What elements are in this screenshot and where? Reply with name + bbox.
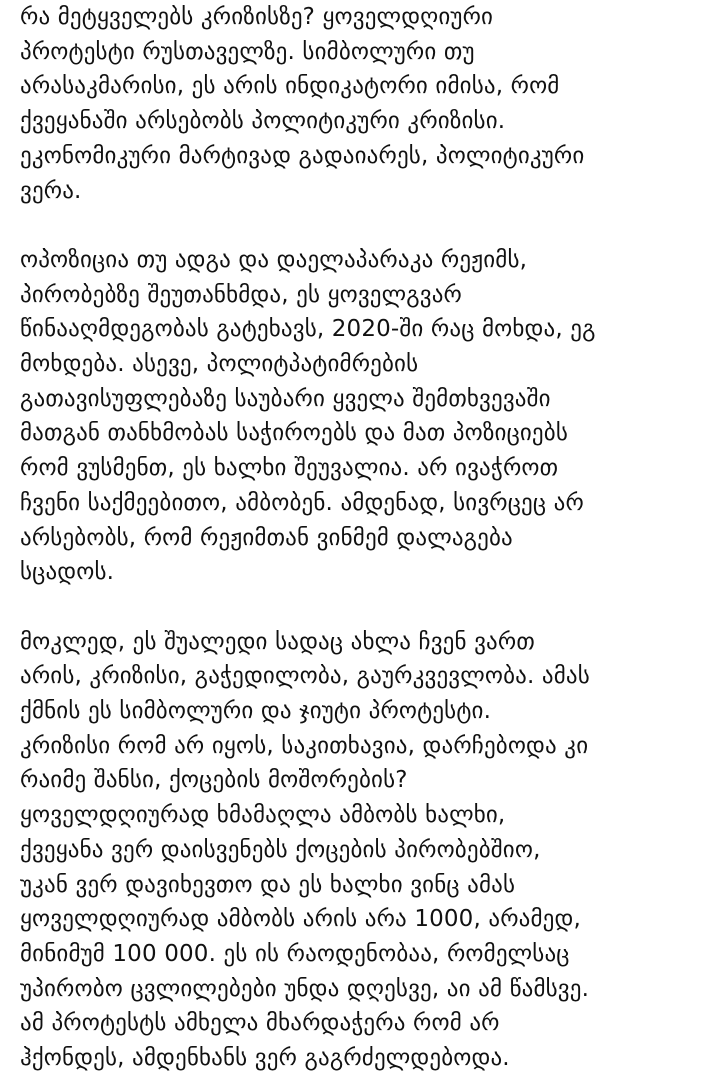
text-line: ქვეყანა ვერ დაისვენებს ქოცების პირობებშიო, [20, 836, 541, 863]
text-line: არის, კრიზისი, გაჭედილობა, გაურკვევლობა. ამას [20, 663, 590, 690]
text-line: მინიმუმ 100 000. ეს ის რაოდენობაა, რომელსაც [20, 940, 570, 967]
text-line: ჰქონდეს, ამდენხანს ვერ გაგრძელდებოდა. [20, 1045, 510, 1072]
paragraph-gap [20, 590, 702, 625]
text-line: პროტესტი რუსთაველზე. სიმბოლური თუ [20, 38, 475, 65]
text-line: არასაკმარისი, ეს არის ინდიკატორი იმისა, რომ [20, 73, 560, 100]
text-line: სცადოს. [20, 559, 115, 586]
text-line: რა მეტყველებს კრიზისზე? ყოველდღიური [20, 4, 494, 30]
text-line: მოხდება. ასევე, პოლიტპატიმრების [20, 351, 419, 378]
paragraph-3 [20, 625, 702, 1076]
text-line: ყოველდღიურად ამბობს არის არა 1000, არამედ, [20, 906, 581, 933]
text-line: ყოველდღიურად ხმამაღლა ამბობს ხალხი, [20, 802, 506, 829]
text-line: წინააღმდეგობას გატეხავს, 2020-ში რაც მოხდა, ეგ [20, 316, 596, 343]
text-line: რაიმე შანსი, ქოცების მოშორების? [20, 767, 408, 794]
paragraph-1 [20, 0, 702, 208]
text-line: ქმნის ეს სიმბოლური და ჯიუტი პროტესტი. [20, 698, 492, 725]
paragraph-gap [20, 208, 702, 243]
text-line: მოკლედ, ეს შუალედი სადაც ახლა ჩვენ ვართ [20, 628, 535, 655]
text-line: მათგან თანხმობას საჭიროებს და მათ პოზიციებს [20, 420, 568, 447]
text-line: გათავისუფლებაზე საუბარი ყველა შემთხვევაში [20, 385, 551, 412]
text-line: რომ ვუსმენთ, ეს ხალხი შეუვალია. არ ივაჭროთ [20, 455, 559, 482]
text-line: უკან ვერ დავიხევთო და ეს ხალხი ვინც ამას [20, 871, 516, 898]
text-line: პირობებზე შეუთანხმდა, ეს ყოველგვარ [20, 281, 463, 308]
text-line: ქვეყანაში არსებობს პოლიტიკური კრიზისი. [20, 108, 506, 135]
text-line: ოპოზიცია თუ ადგა და დაელაპარაკა რეჟიმს, [20, 246, 528, 273]
text-line: კრიზისი რომ არ იყოს, საკითხავია, დარჩებოდა კი [20, 732, 589, 759]
text-line: ამ პროტესტს ამხელა მხარდაჭერა რომ არ [20, 1010, 500, 1037]
text-line: უპირობო ცვლილებები უნდა დღესვე, აი ამ წამსვე. [20, 975, 590, 1002]
text-line: არსებობს, რომ რეჟიმთან ვინმემ დალაგება [20, 524, 513, 551]
text-line: ეკონომიკური მარტივად გადაიარეს, პოლიტიკური [20, 142, 585, 169]
text-line: ვერა. [20, 177, 82, 204]
paragraph-2 [20, 243, 702, 590]
text-line: ჩვენი საქმეებითო, ამბობენ. ამდენად, სივრცეც არ [20, 489, 584, 516]
